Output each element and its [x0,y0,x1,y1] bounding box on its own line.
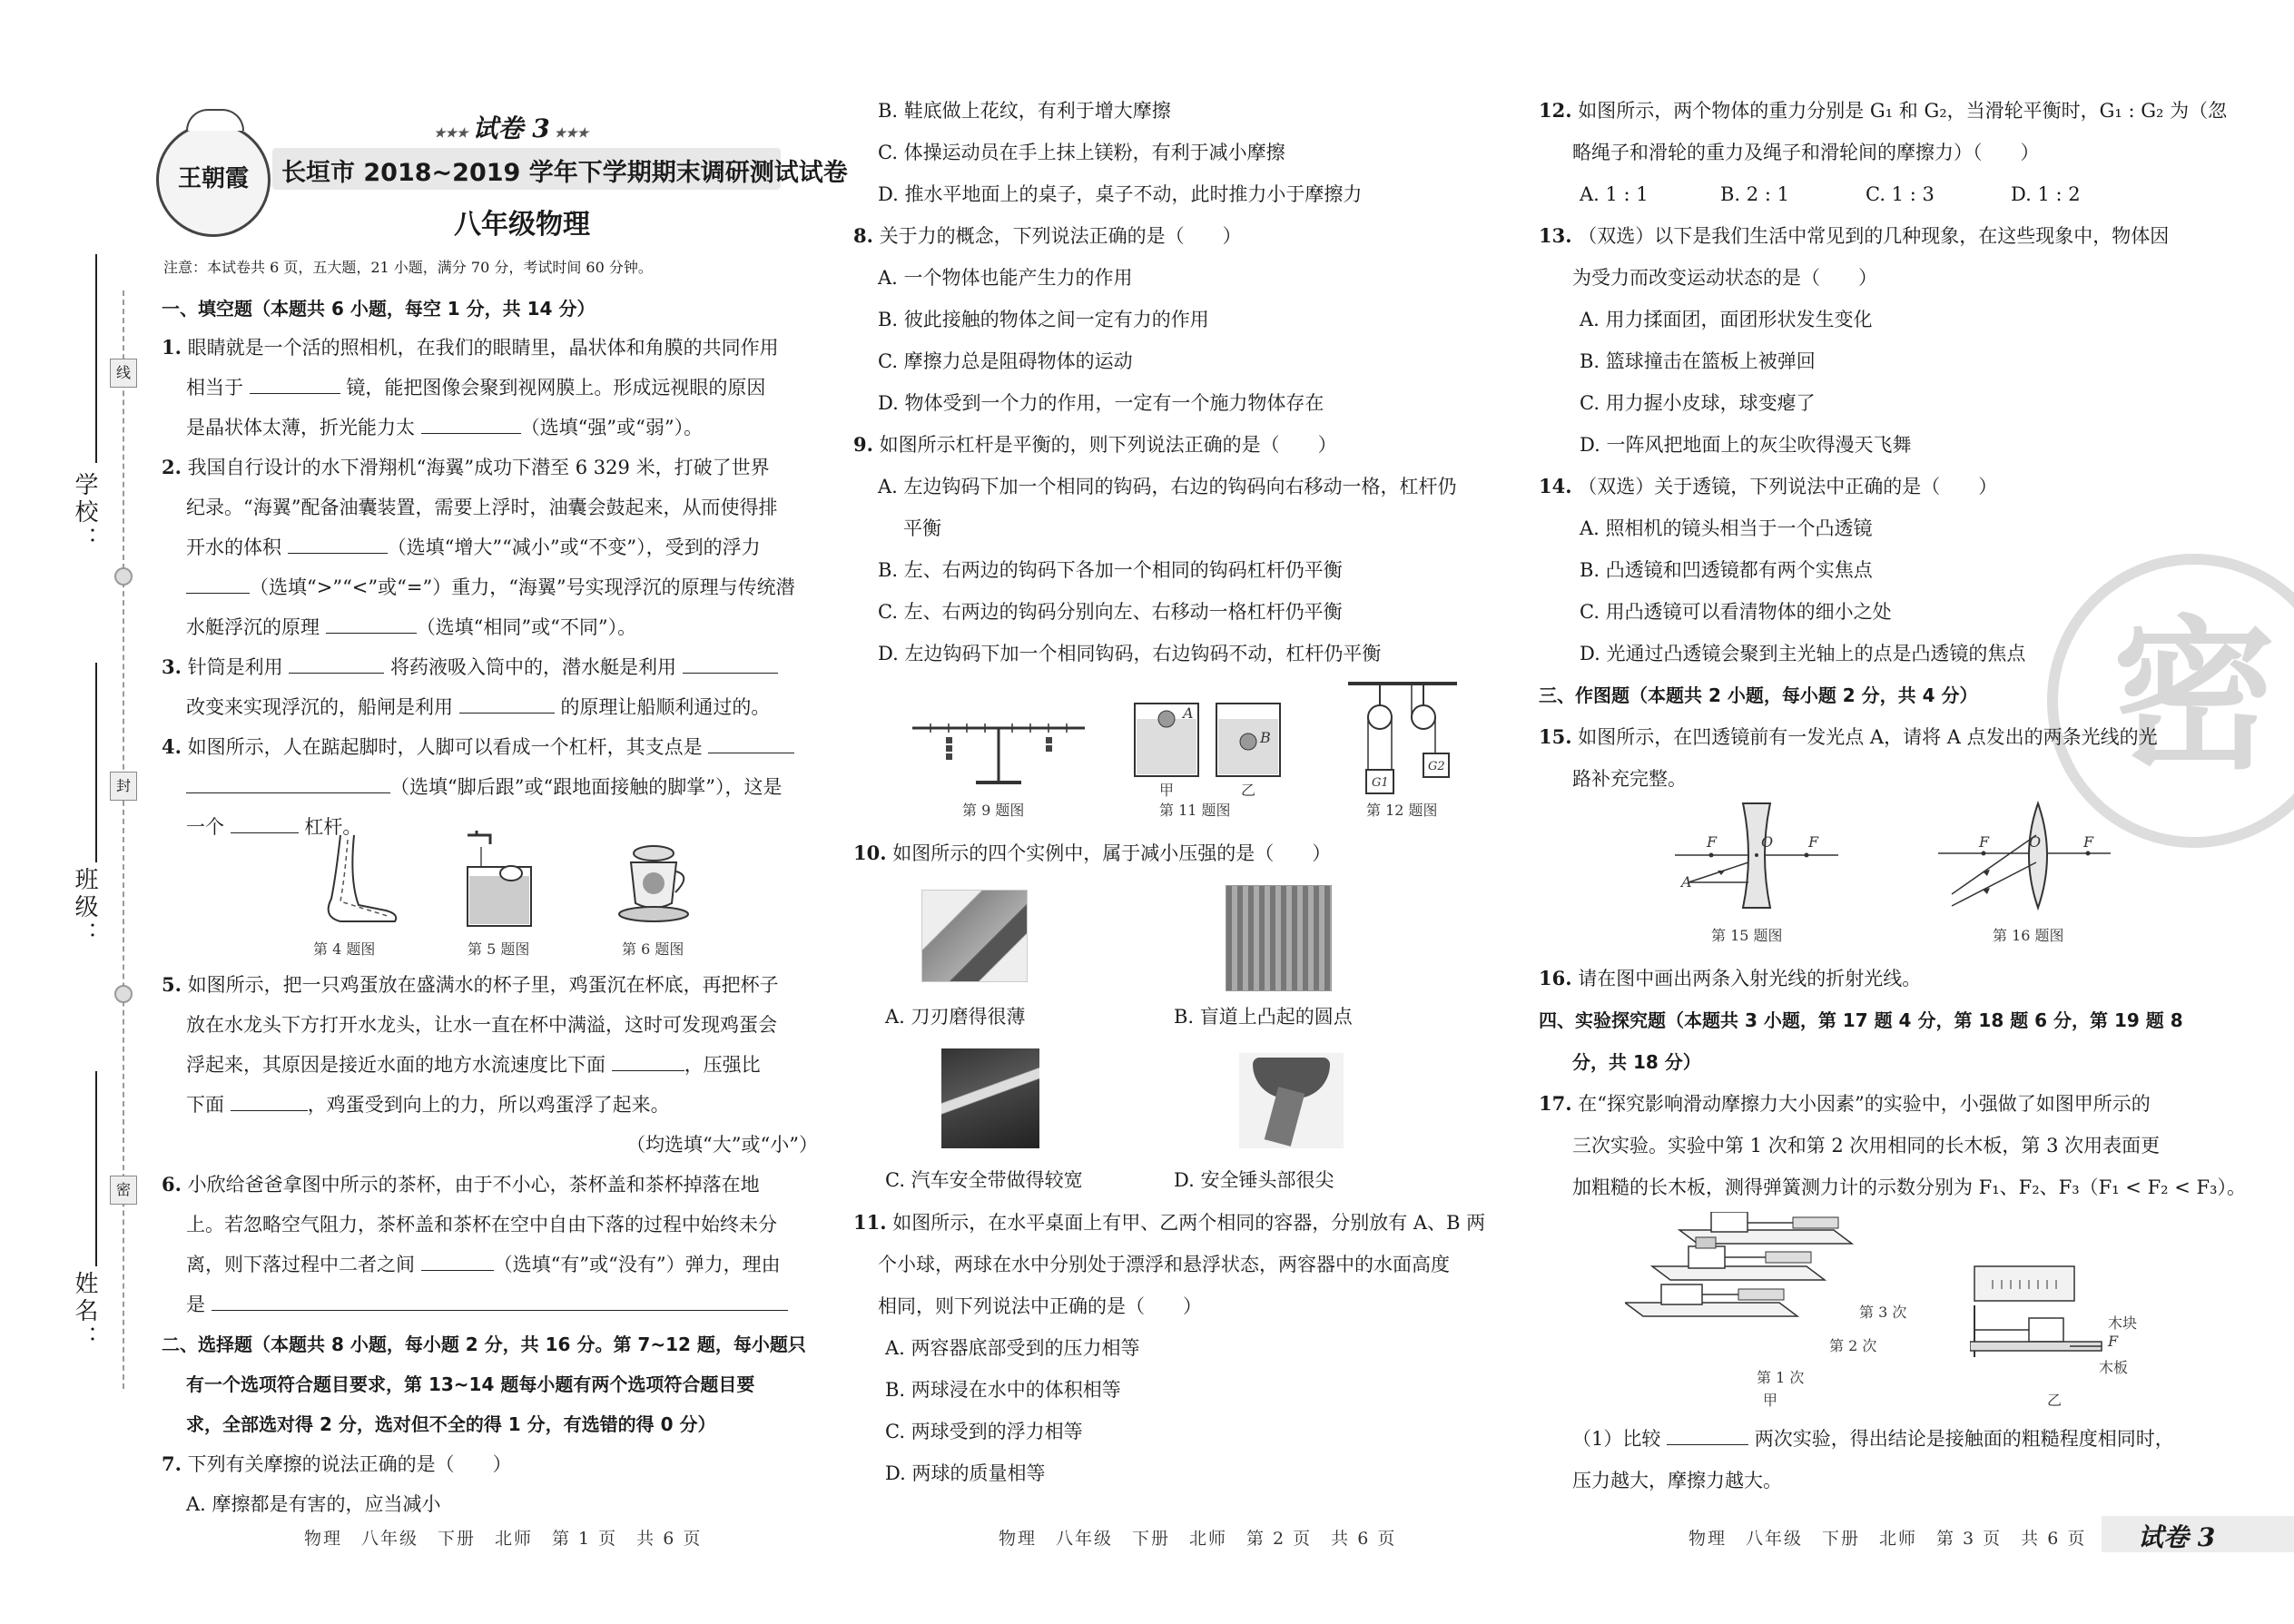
question-10-option-b[interactable]: B. 盲道上凸起的圆点 [1174,1006,1353,1028]
figure-11-label-yi: 乙 [1241,782,1256,799]
name-label: 姓名： [71,1271,98,1353]
question-14-option-b[interactable]: B. 凸透镜和凹透镜都有两个实焦点 [1580,559,1873,581]
seal-dashed-line [123,290,124,1389]
question-1: 是晶状体太薄，折光能力太 （选填“强”或“弱”）。 [186,417,704,438]
question-10-option-c[interactable]: C. 汽车安全带做得较宽 [885,1169,1083,1191]
answer-blank[interactable] [1667,1426,1748,1445]
page-2-footer: 物理 八年级 下册 北师 第 2 页 共 6 页 [999,1529,1397,1549]
question-7-option-c[interactable]: C. 体操运动员在手上抹上镁粉，有利于减小摩擦 [878,142,1285,163]
question-7-option-b[interactable]: B. 鞋底做上花纹，有利于增大摩擦 [878,100,1171,122]
answer-blank[interactable] [186,774,390,793]
question-8-option-c[interactable]: C. 摩擦力总是阻碍物体的运动 [878,350,1133,372]
figure-11-label-jia: 甲 [1159,782,1175,799]
question-12-option-d[interactable]: D. 1 : 2 [2011,183,2081,205]
question-5: 下面 ，鸡蛋受到向上的力，所以鸡蛋浮了起来。 [186,1094,670,1116]
question-16: 16. 请在图中画出两条入射光线的折射光线。 [1539,967,1922,989]
answer-blank[interactable] [289,655,384,674]
question-13-option-b[interactable]: B. 篮球撞击在篮板上被弹回 [1580,350,1816,372]
question-15: 15. 如图所示，在凹透镜前有一发光点 A，请将 A 点发出的两条光线的光 [1539,725,2158,748]
figure-16-label-o: O [2029,833,2042,851]
logo [156,123,271,237]
figure-17-label-jia: 甲 [1763,1392,1778,1409]
section-2-heading: 有一个选项符合题目要求，第 13~14 题每小题有两个选项符合题目要 [186,1373,755,1395]
section-2-heading: 求，全部选对得 2 分，选对但不全的得 1 分，有选错的得 0 分） [186,1413,716,1435]
question-6: 上。若忽略空气阻力，茶杯盖和茶杯在空中自由下落的过程中始终未分 [186,1214,777,1235]
section-4-heading: 分，共 18 分） [1572,1051,1701,1073]
figure-15-label-a: A [1681,873,1692,891]
question-3: 3. 针筒是利用 将药液吸入筒中的，潜水艇是利用 [162,654,778,681]
answer-blank[interactable] [250,375,340,394]
question-12: 12. 如图所示，两个物体的重力分别是 G₁ 和 G₂，当滑轮平衡时，G₁ : G₂ 为（忽 [1539,99,2228,122]
question-2: （选填“>”“<”或“=”）重力，“海翼”号实现浮沉的原理与传统潜 [186,574,795,601]
question-5: 5. 如图所示，把一只鸡蛋放在盛满水的杯子里，鸡蛋沉在杯底，再把杯子 [162,973,779,996]
answer-blank[interactable] [212,1292,788,1311]
class-label: 班级： [71,867,98,949]
class-line [95,663,97,862]
question-6: 是 [186,1291,788,1318]
question-10-option-a[interactable]: A. 刀刃磨得很薄 [885,1006,1026,1028]
question-17: 加粗糙的长木板，测得弹簧测力计的示数分别为 F₁、F₂、F₃（F₁ < F₂ < F₃）。 [1572,1176,2247,1198]
question-11-option-a[interactable]: A. 两容器底部受到的压力相等 [885,1337,1140,1359]
figure-12-label-g2: G2 [1428,760,1445,773]
question-9-option-a[interactable]: A. 左边钩码下加一个相同的钩码，右边的钩码向右移动一格，杠杆仍 [878,476,1457,497]
question-17: 三次实验。实验中第 1 次和第 2 次用相同的长木板，第 3 次用表面更 [1572,1135,2161,1156]
page-3-footer: 物理 八年级 下册 北师 第 3 页 共 6 页 [1689,1529,2087,1549]
figure-16-caption: 第 16 题图 [1993,927,2064,944]
answer-blank[interactable] [459,694,555,714]
question-4: （选填“脚后跟”或“跟地面接触的脚掌”），这是 [186,773,782,801]
question-14-option-a[interactable]: A. 照相机的镜头相当于一个凸透镜 [1580,517,1873,539]
secret-watermark-text: 密 [2112,600,2276,792]
binding-margin [0,0,154,1624]
seal-mark-line: 线 [110,359,137,388]
question-5: 浮起来，其原因是接近水面的地方水流速度比下面 ，压强比 [186,1054,761,1076]
notice: 注意：本试卷共 6 页，五大题，21 小题，满分 70 分，考试时间 60 分钟。 [163,259,653,276]
question-11-option-b[interactable]: B. 两球浸在水中的体积相等 [885,1379,1121,1401]
photo-seat-belt [941,1048,1039,1148]
question-12-option-b[interactable]: B. 2 : 1 [1720,183,1789,205]
figure-6-teacup [608,840,699,930]
figure-16-label-f-left: F [1979,833,1990,851]
question-9-option-b[interactable]: B. 左、右两边的钩码下各加一个相同的钩码杠杆仍平衡 [878,559,1343,581]
school-line [95,254,97,463]
question-1: 相当于 镜，能把图像会聚到视网膜上。形成远视眼的原因 [186,377,766,399]
logo-text: 王朝霞 [177,165,249,192]
question-8-option-a[interactable]: A. 一个物体也能产生力的作用 [878,267,1133,289]
question-10: 10. 如图所示的四个实例中，属于减小压强的是（ ） [853,842,1332,864]
question-2: 水艇浮沉的原理 （选填“相同”或“不同”）。 [186,616,637,638]
question-13-option-c[interactable]: C. 用力握小皮球，球变瘪了 [1580,392,1816,414]
figure-17-friction-setup-yi [1970,1262,2106,1366]
question-9-option-c[interactable]: C. 左、右两边的钩码分别向左、右移动一格杠杆仍平衡 [878,601,1343,623]
question-7-option-a[interactable]: A. 摩擦都是有害的，应当减小 [186,1493,441,1515]
answer-blank[interactable] [231,814,299,833]
question-17-part-1: 压力越大，摩擦力越大。 [1572,1470,1782,1491]
subject-title: 八年级物理 [454,209,590,241]
figure-17-label-trial-2: 第 2 次 [1829,1337,1877,1354]
question-8: 8. 关于力的概念，下列说法正确的是（ ） [853,224,1242,247]
answer-blank[interactable] [683,655,778,674]
logo-crown-icon [186,109,244,131]
figure-17-label-trial-3: 第 3 次 [1859,1304,1907,1321]
question-11: 相同，则下列说法中正确的是（ ） [878,1295,1202,1317]
question-7: 7. 下列有关摩擦的说法正确的是（ ） [162,1452,512,1475]
question-14-option-d[interactable]: D. 光通过凸透镜会聚到主光轴上的点是凸透镜的焦点 [1580,643,2026,664]
figure-5-caption: 第 5 题图 [468,940,530,958]
figure-12-caption: 第 12 题图 [1366,802,1438,819]
question-13: 13. （双选）以下是我们生活中常见到的几种现象，在这些现象中，物体因 [1539,224,2170,247]
exam-title: 长垣市 2018~2019 学年下学期期末调研测试试卷 [281,159,848,187]
figure-17-label-yi: 乙 [2047,1392,2063,1409]
seal-mark-seal: 封 [110,772,137,801]
figure-12-label-g1: G1 [1372,776,1389,790]
figure-15-label-o: O [1761,833,1774,851]
figure-4-caption: 第 4 题图 [313,940,376,958]
figure-11-caption: 第 11 题图 [1159,802,1231,819]
question-2: 2. 我国自行设计的水下滑翔机“海翼”成功下潜至 6 329 米，打破了世界 [162,456,770,478]
question-17: 17. 在“探究影响滑动摩擦力大小因素”的实验中，小强做了如图甲所示的 [1539,1092,2151,1115]
question-5-note: （均选填“大”或“小”） [626,1134,818,1156]
question-13: 为受力而改变运动状态的是（ ） [1572,267,1877,289]
figure-17-label-board: 木板 [2099,1359,2129,1376]
figure-9-lever [908,708,1089,790]
seal-mark-secret: 密 [110,1176,137,1205]
question-8-option-b[interactable]: B. 彼此接触的物体之间一定有力的作用 [878,309,1209,330]
question-8-option-d[interactable]: D. 物体受到一个力的作用，一定有一个施力物体存在 [878,392,1324,414]
figure-9-caption: 第 9 题图 [962,802,1025,819]
question-9-option-d[interactable]: D. 左边钩码下加一个相同钩码，右边钩码不动，杠杆仍平衡 [878,643,1382,664]
question-4: 4. 如图所示，人在踮起脚时，人脚可以看成一个杠杆，其支点是 [162,733,794,761]
question-14: 14. （双选）关于透镜，下列说法中正确的是（ ） [1539,475,1998,497]
page-1-footer: 物理 八年级 下册 北师 第 1 页 共 6 页 [304,1529,703,1549]
binding-hole [114,567,133,586]
answer-blank[interactable] [186,575,250,594]
answer-blank[interactable] [288,535,388,554]
star-icon: ★★★ [549,126,589,141]
photo-knife [921,890,1028,982]
figure-16-convex-lens [1934,799,2115,912]
figure-6-caption: 第 6 题图 [622,940,684,958]
question-6: 离，则下落过程中二者之间 （选填“有”或“没有”）弹力，理由 [186,1254,781,1275]
question-9: 9. 如图所示杠杆是平衡的，则下列说法正确的是（ ） [853,433,1337,456]
question-9-option-a: 平衡 [903,517,941,539]
figure-4-foot [304,831,404,930]
question-13-option-d[interactable]: D. 一阵风把地面上的灰尘吹得漫天飞舞 [1580,434,1912,456]
section-4-heading: 四、实验探究题（本题共 3 小题，第 17 题 4 分，第 18 题 6 分，第 19 题 8 [1539,1009,2183,1031]
question-12-option-c[interactable]: C. 1 : 3 [1866,183,1935,205]
question-11: 11. 如图所示，在水平桌面上有甲、乙两个相同的容器，分别放有 A、B 两 [853,1211,1486,1234]
question-4: 一个 杠杆。 [186,816,362,838]
section-2-heading: 二、选择题（本题共 8 小题，每小题 2 分，共 16 分。第 7~12 题，每小题只 [162,1334,806,1355]
question-11-option-c[interactable]: C. 两球受到的浮力相等 [885,1421,1083,1442]
question-14-option-c[interactable]: C. 用凸透镜可以看清物体的细小之处 [1580,601,1892,623]
star-icon: ★★★ [434,126,473,141]
page-2 [840,0,1530,1624]
question-11-option-d[interactable]: D. 两球的质量相等 [885,1462,1046,1484]
answer-blank[interactable] [231,1092,308,1111]
question-2: 纪录。“海翼”配备油囊装置，需要上浮时，油囊会鼓起来，从而使得排 [186,497,778,518]
figure-15-caption: 第 15 题图 [1711,927,1783,944]
figure-15-label-f-right: F [1808,833,1819,851]
figure-17-label-force: F [2108,1333,2119,1350]
question-12: 略绳子和滑轮的重力及绳子和滑轮间的摩擦力）（ ） [1572,142,2040,163]
answer-blank[interactable] [421,1252,494,1271]
answer-blank[interactable] [612,1052,684,1071]
figure-17-label-trial-1: 第 1 次 [1757,1369,1805,1386]
question-7-option-d[interactable]: D. 推水平地面上的桌子，桌子不动，此时推力小于摩擦力 [878,183,1363,205]
question-11: 个小球，两球在水中分别处于漂浮和悬浮状态，两容器中的水面高度 [878,1254,1450,1275]
question-1: 1. 眼睛就是一个活的照相机，在我们的眼睛里，晶状体和角膜的共同作用 [162,336,779,359]
figure-17-label-block: 木块 [2108,1314,2138,1332]
page-1 [0,0,848,1624]
figure-5-cup [458,831,558,930]
figure-16-label-f-right: F [2083,833,2094,851]
page-3 [1534,0,2294,1624]
question-5: 放在水龙头下方打开水龙头，让水一直在杯中满溢，这时可发现鸡蛋会 [186,1014,777,1036]
question-12-option-a[interactable]: A. 1 : 1 [1580,183,1649,205]
answer-blank[interactable] [326,615,417,634]
figure-15-label-f-left: F [1707,833,1718,851]
binding-hole [114,985,133,1003]
photo-tactile-paving [1226,885,1332,991]
section-1-heading: 一、填空题（本题共 6 小题，每空 1 分，共 14 分） [162,298,596,320]
corner-label: 试卷 3 [2138,1522,2216,1552]
question-10-option-d[interactable]: D. 安全锤头部很尖 [1174,1169,1334,1191]
figure-15-concave-lens [1670,799,1843,912]
name-line [95,1071,97,1266]
photo-safety-hammer [1239,1053,1344,1148]
figure-12-pulleys [1344,679,1462,797]
question-6: 6. 小欣给爸爸拿图中所示的茶杯，由于不小心，茶杯盖和茶杯掉落在地 [162,1173,760,1196]
figure-11-label-a: A [1183,704,1194,722]
answer-blank[interactable] [708,734,794,753]
question-2: 开水的体积 （选填“增大”“减小”或“不变”），受到的浮力 [186,536,761,558]
figure-11-label-b: B [1260,729,1271,746]
section-3-heading: 三、作图题（本题共 2 小题，每小题 2 分，共 4 分） [1539,684,1978,706]
paper-label: ★★★ 试卷 3 ★★★ [434,113,589,143]
question-15: 路补充完整。 [1572,768,1687,790]
answer-blank[interactable] [421,415,521,434]
school-label: 学校： [71,472,98,554]
question-17-part-1: （1）比较 两次实验，得出结论是接触面的粗糙程度相同时， [1572,1428,2174,1450]
question-3: 改变来实现浮沉的，船闸是利用 的原理让船顺利通过的。 [186,696,771,718]
question-13-option-a[interactable]: A. 用力揉面团，面团形状发生变化 [1580,309,1873,330]
